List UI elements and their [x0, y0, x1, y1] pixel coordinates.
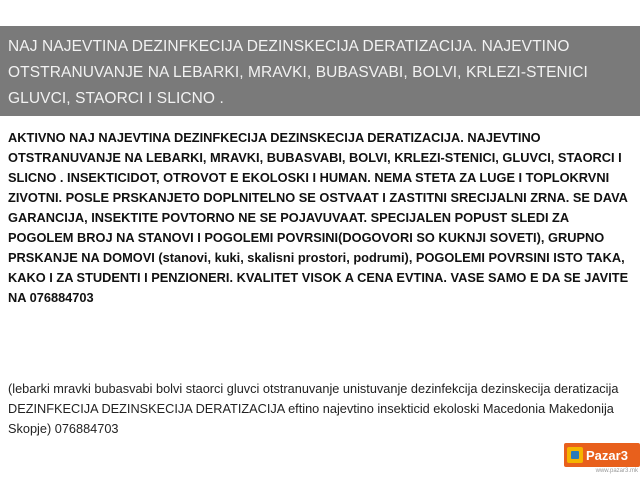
listing-description: AKTIVNO NAJ NAJEVTINA DEZINFKECIJA DEZINSKECIJA DERATIZACIJA. NAJEVTINO OTSTRANUVANJE NA LEBARKI, MRAVKI, BUBASVABI, BOLVI, KRLEZI-STENICI, GLUVCI, STAORCI I SLICNO . INSEKTICIDOT, OTROVOT E EKOLOSKI I HUMAN. NEMA STETA ZA LUGE I TOPLOKRVNI ZIVOTNI. POSLE PRSKANJETO DOPLNITELNO SE OSTVAAT I ZASTITNI SRECIJALNI ZRNA. SE DAVA GARANCIJA, INSEKTITE POVTORNO NE SE POJAVUVAAT. SPECIJALEN POPUST SLEDI ZA POGOLEM BROJ NA STANOVI I POGOLEMI POVRSINI(DOGOVORI SO KUKNJI SOVETI), GRUPNO PRSKANJE NA DOMOVI (stanovi, kuki, skalisni prostori, podrumi), POGOLEMI POVRSINI ISTO TAKA, KAKO I ZA STUDENTI I PENZIONERI. KVALITET VISOK A CENA EVTINA. VASE SAMO E DA SE JAVITE NA 076884703	[8, 130, 629, 305]
listing-keywords: (lebarki mravki bubasvabi bolvi staorci gluvci otstranuvanje unistuvanje dezinfekcija dezinskecija deratizacija DEZINFKECIJA DEZINSKECIJA DERATIZACIJA eftino najevtino insekticid ekoloski Macedonia Makedonija Skopje) 076884703	[8, 381, 619, 436]
logo-badge	[564, 443, 640, 467]
logo-text: Pazar3	[586, 447, 628, 463]
pazar3-watermark-logo	[564, 443, 640, 475]
logo-subtext: www.pazar3.mk	[595, 468, 638, 474]
listing-title-banner	[0, 26, 640, 116]
listing-title: NAJ NAJEVTINA DEZINFKECIJA DEZINSKECIJA DERATIZACIJA. NAJEVTINO OTSTRANUVANJE NA LEBARKI, MRAVKI, BUBASVABI, BOLVI, KRLEZI-STENICI GLUVCI, STAORCI I SLICNO .	[8, 38, 588, 107]
shopping-bag-icon	[567, 447, 583, 463]
